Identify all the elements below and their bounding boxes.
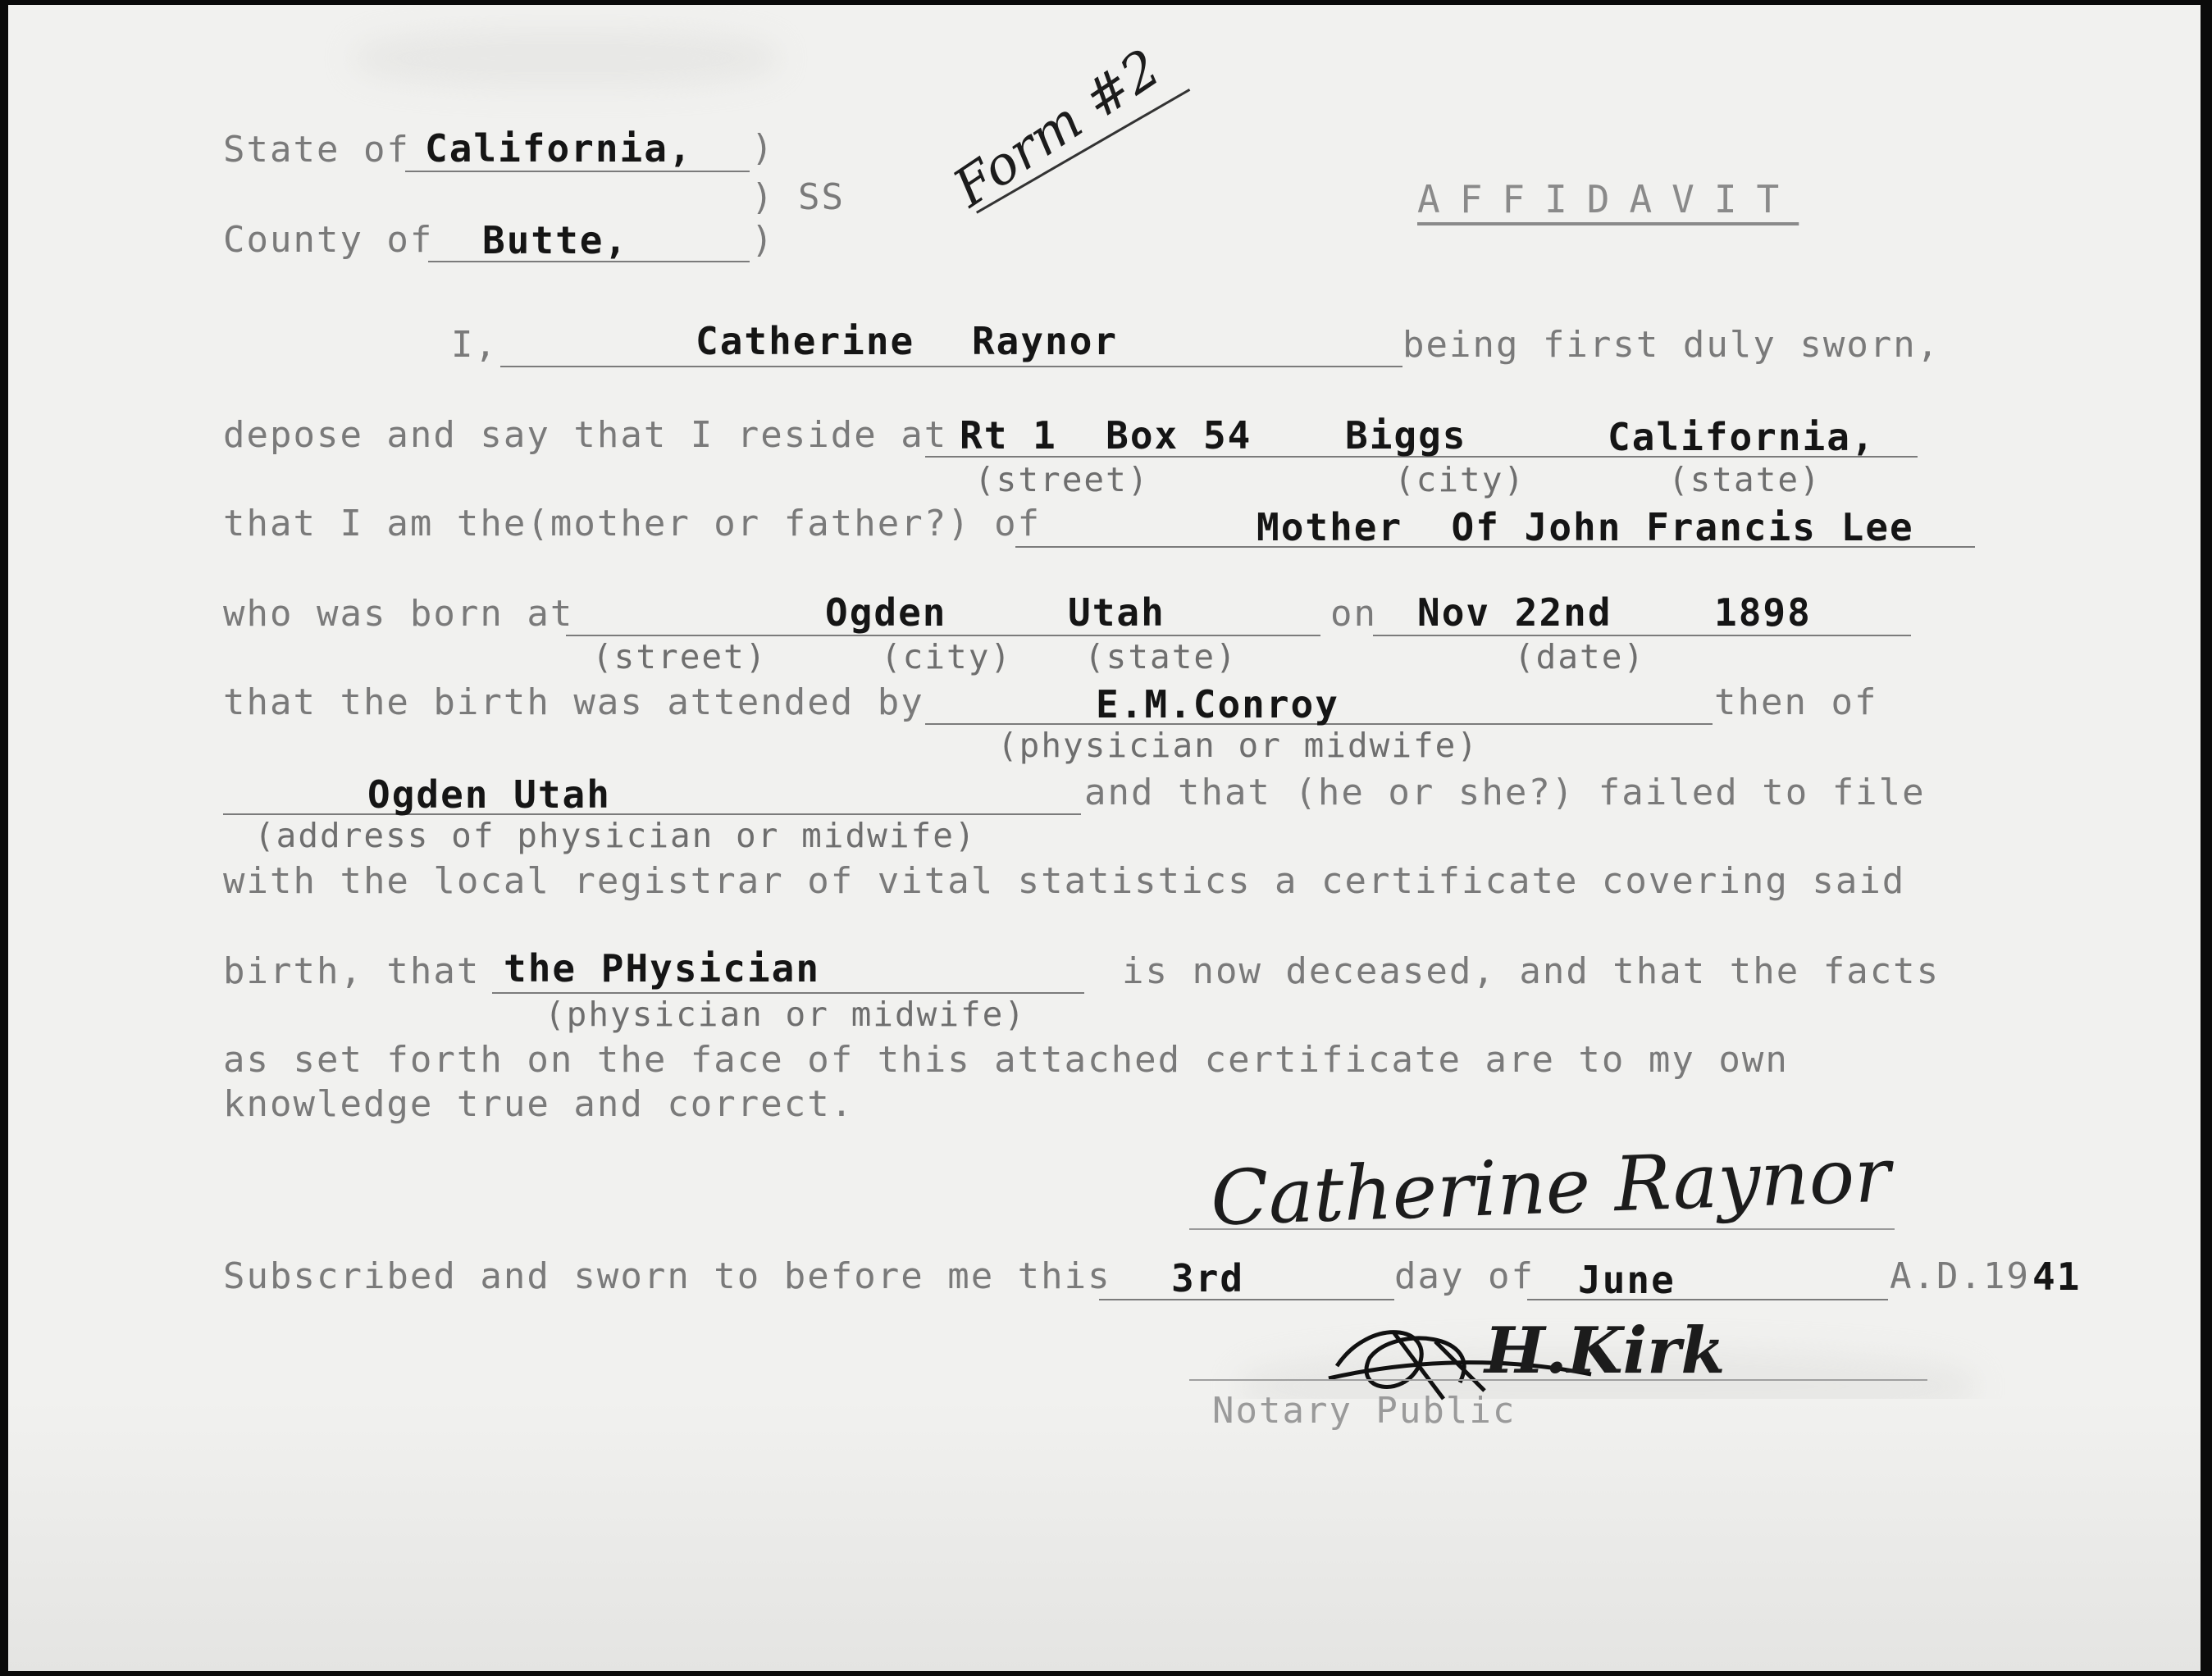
state-line — [405, 171, 750, 172]
affiant-signature: Catherine Raynor — [1209, 1131, 1892, 1243]
affiant-name: Catherine Raynor — [696, 319, 1119, 363]
residence-state: California, — [1608, 415, 1876, 459]
attendant-name: E.M.Conroy — [1096, 682, 1339, 726]
county-label: County of — [223, 219, 434, 261]
line8-prefix: birth, that — [223, 950, 481, 992]
bracket-bottom: ) — [751, 219, 775, 261]
paper-stain — [353, 30, 779, 87]
sworn-prefix: Subscribed and sworn to before me this — [223, 1255, 1111, 1297]
ss-label: ) SS — [751, 176, 845, 218]
birth-year: 1898 — [1714, 590, 1812, 635]
line1-suffix: being first duly sworn, — [1402, 324, 1941, 366]
line6-underline — [223, 813, 1081, 815]
document-title: AFFIDAVIT — [1417, 177, 1799, 221]
on-label: on — [1330, 593, 1377, 635]
attendant-caption: (physician or midwife) — [997, 726, 1480, 765]
day-of-label: day of — [1394, 1255, 1535, 1297]
birth-city: Ogden — [825, 590, 947, 635]
line2-prefix: depose and say that I reside at — [223, 414, 948, 456]
line9-text: as set forth on the face of this attached certificate are to my own — [223, 1039, 1789, 1081]
state-label: State of — [223, 129, 410, 171]
form-number-note: Form #2 — [943, 38, 1171, 220]
line1-underline — [500, 366, 1402, 367]
ad-label: A.D.19 — [1890, 1255, 2030, 1297]
residence-street: Rt 1 Box 54 — [960, 413, 1252, 458]
address-caption: (address of physician or midwife) — [254, 816, 977, 855]
attendant-address: Ogden Utah — [367, 772, 611, 817]
state-value: California, — [425, 126, 693, 171]
line8-underline — [492, 992, 1084, 994]
line4-place-underline — [566, 635, 1320, 636]
birth-street-caption: (street) — [592, 637, 768, 676]
line8-suffix: is now deceased, and that the facts — [1122, 950, 1941, 992]
notary-signature: H.Kirk — [1485, 1314, 1726, 1388]
birth-date-caption: (date) — [1514, 637, 1646, 676]
birth-city-caption: (city) — [881, 637, 1013, 676]
sworn-month: June — [1578, 1258, 1676, 1302]
sworn-year: 41 — [2032, 1255, 2082, 1299]
state-caption: (state) — [1668, 460, 1822, 499]
line1-prefix: I, — [451, 324, 498, 366]
line6-suffix: and that (he or she?) failed to file — [1084, 772, 1926, 813]
city-caption: (city) — [1394, 460, 1526, 499]
line5-prefix: that the birth was attended by — [223, 681, 924, 723]
birth-date: Nov 22nd — [1417, 590, 1612, 635]
street-caption: (street) — [974, 460, 1150, 499]
relationship-value: Mother Of John Francis Lee — [1257, 505, 1914, 549]
notary-line — [1189, 1379, 1927, 1381]
birth-state: Utah — [1068, 590, 1165, 635]
line4-prefix: who was born at — [223, 593, 574, 635]
bracket-top: ) — [751, 127, 775, 169]
line5-suffix: then of — [1714, 681, 1878, 723]
signature-line — [1189, 1228, 1895, 1230]
birth-state-caption: (state) — [1084, 637, 1238, 676]
paper-wash — [8, 1399, 2201, 1671]
line10-text: knowledge true and correct. — [223, 1083, 855, 1125]
line4-date-underline — [1373, 635, 1911, 636]
line3-prefix: that I am the(mother or father?) of — [223, 503, 1042, 544]
affidavit-document — [8, 5, 2201, 1671]
deceased-party: the PHysician — [504, 946, 821, 991]
notary-label: Notary Public — [1212, 1390, 1516, 1432]
sworn-day: 3rd — [1171, 1256, 1245, 1300]
county-value: Butte, — [482, 218, 629, 262]
line7-text: with the local registrar of vital statistics a certificate covering said — [223, 860, 1906, 902]
residence-city: Biggs — [1345, 413, 1467, 458]
deceased-caption: (physician or midwife) — [545, 995, 1027, 1034]
